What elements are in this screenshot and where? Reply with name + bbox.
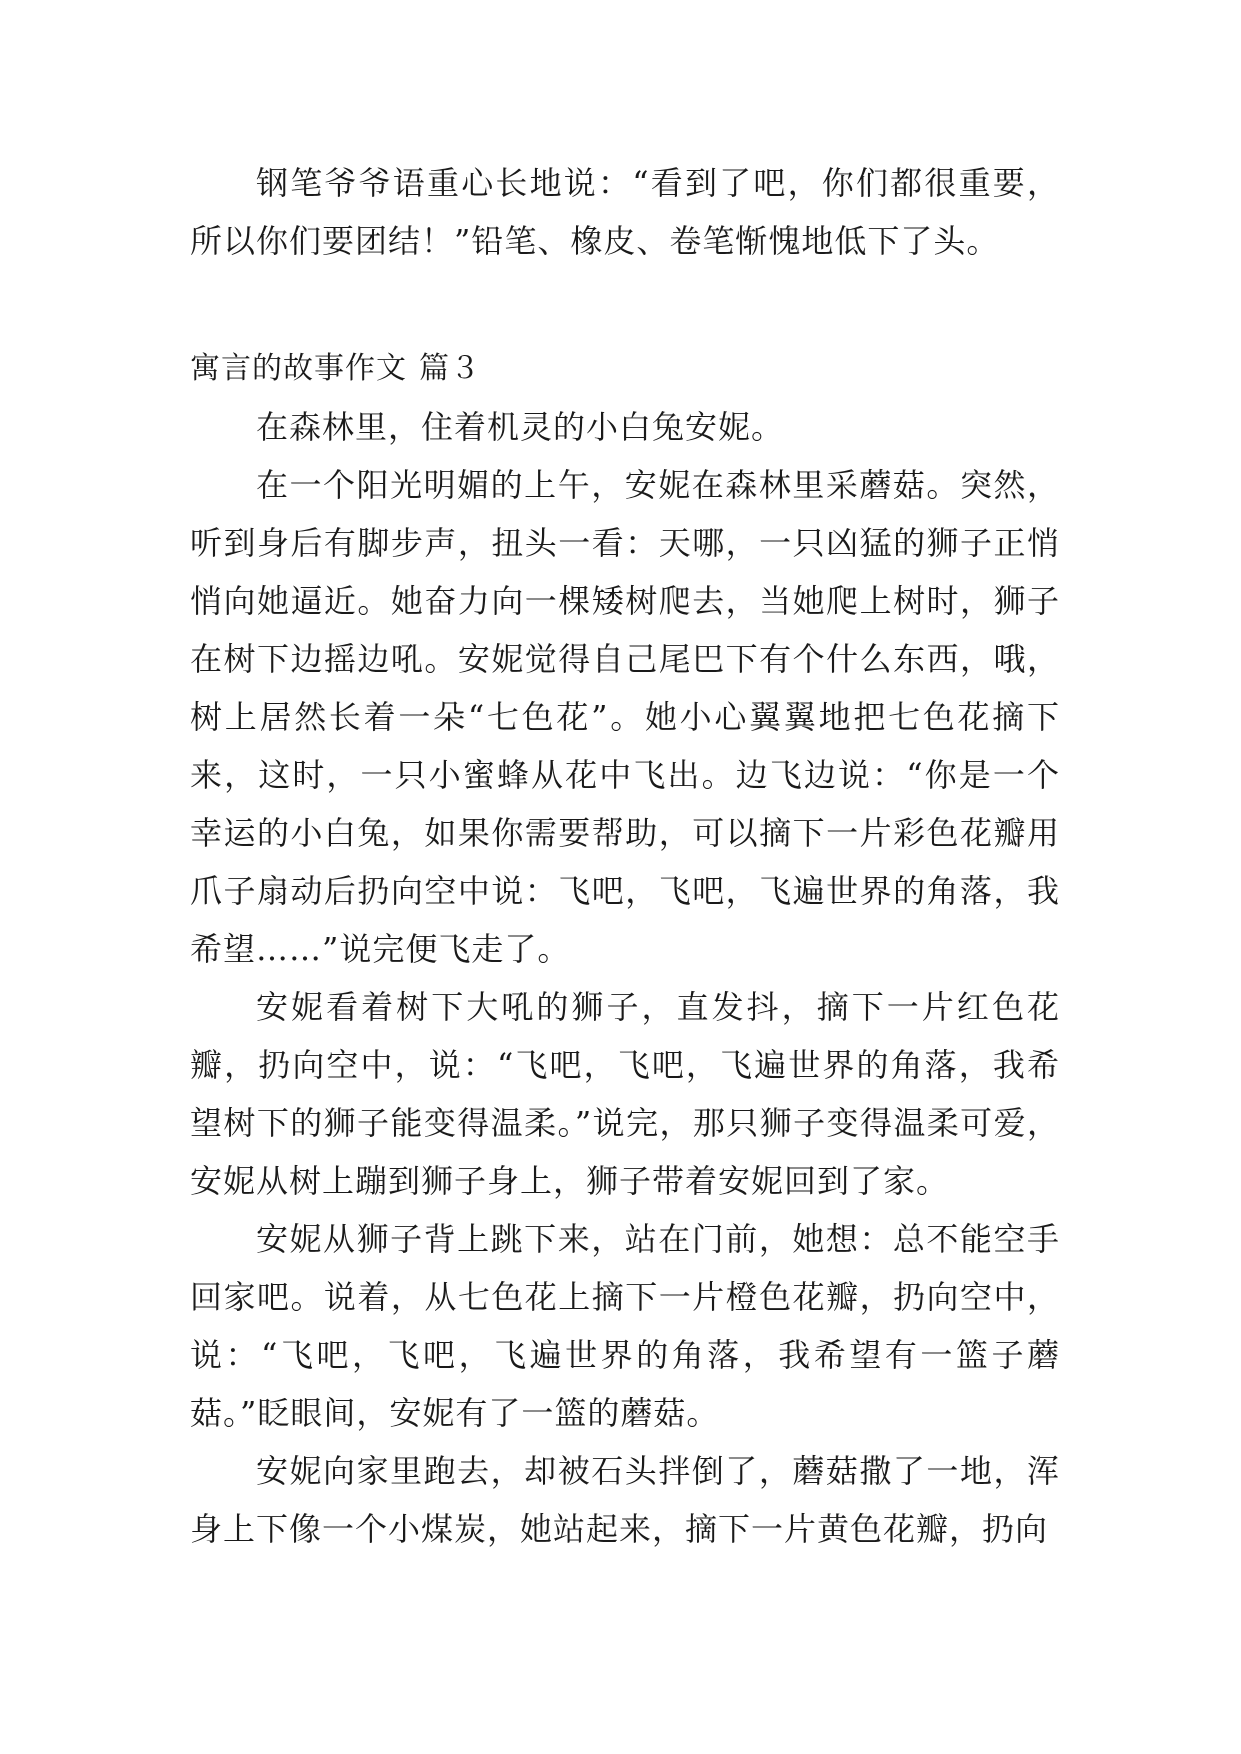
section-heading xyxy=(190,340,481,398)
heading-number: 篇３ xyxy=(419,351,481,386)
paragraph: 安妮向家里跑去，却被石头拌倒了，蘑菇撒了一地，浑身上下像一个小煤炭，她站起来，摘下一片黄色花瓣，扔向 xyxy=(190,1452,1060,1548)
section-top xyxy=(190,154,1060,270)
paragraph: 钢笔爷爷语重心长地说：“看到了吧，你们都很重要，所以你们要团结！”铅笔、橡皮、卷笔惭愧地低下了头。 xyxy=(190,164,1060,260)
paragraph: 在森林里，住着机灵的小白兔安妮。 xyxy=(256,408,785,446)
paragraph: 安妮从狮子背上跳下来，站在门前，她想：总不能空手回家吧。说着，从七色花上摘下一片橙色花瓣，扔向空中，说：“飞吧，飞吧，飞遍世界的角落，我希望有一篮子蘑菇。”眨眼间，安妮有了一篮的蘑菇。 xyxy=(190,1220,1060,1432)
heading-title: 寓言的故事作文 xyxy=(190,351,407,386)
section-main xyxy=(190,398,1060,1558)
paragraph: 安妮看着树下大吼的狮子，直发抖，摘下一片红色花瓣，扔向空中，说：“飞吧，飞吧，飞遍世界的角落，我希望树下的狮子能变得温柔。”说完，那只狮子变得温柔可爱，安妮从树上蹦到狮子身上，狮子带着安妮回到了家。 xyxy=(190,988,1060,1200)
paragraph: 在一个阳光明媚的上午，安妮在森林里采蘑菇。突然，听到身后有脚步声，扭头一看：天哪，一只凶猛的狮子正悄悄向她逼近。她奋力向一棵矮树爬去，当她爬上树时，狮子在树下边摇边吼。安妮觉得自己尾巴下有个什么东西，哦，树上居然长着一朵“七色花”。她小心翼翼地把七色花摘下来，这时，一只小蜜蜂从花中飞出。边飞边说：“你是一个幸运的小白兔，如果你需要帮助，可以摘下一片彩色花瓣用爪子扇动后扔向空中说：飞吧，飞吧，飞遍世界的角落，我希望……”说完便飞走了。 xyxy=(190,466,1060,968)
